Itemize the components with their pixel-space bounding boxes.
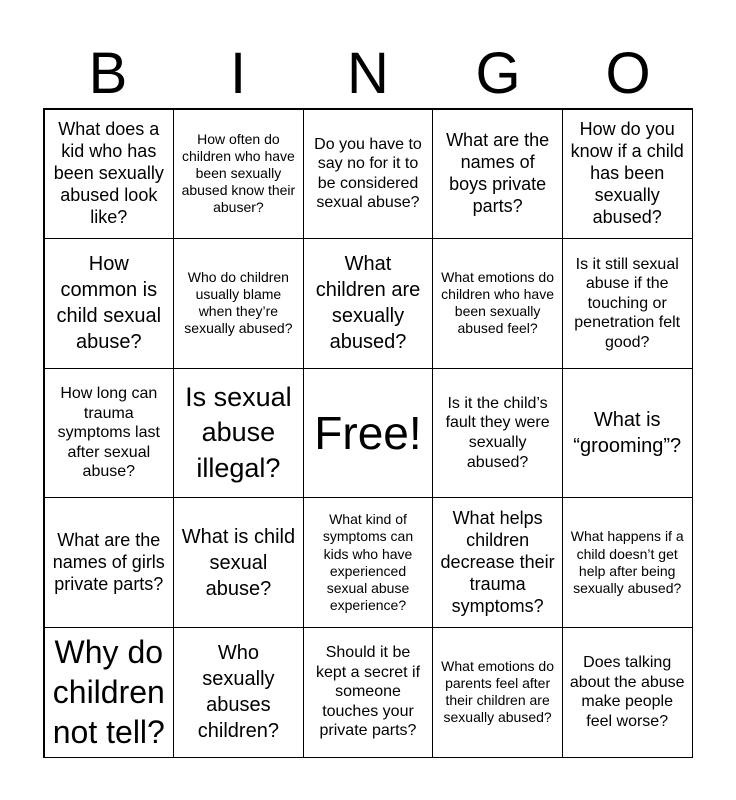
bingo-cell[interactable]: Who sexually abuses children? [173, 627, 304, 758]
header-letter-o: O [605, 41, 651, 106]
bingo-cell[interactable]: Should it be kept a secret if someone touches your private parts? [303, 627, 434, 758]
bingo-cell[interactable]: What are the names of girls private parts? [44, 497, 175, 628]
bingo-cell[interactable]: Does talking about the abuse make people feel worse? [562, 627, 693, 758]
bingo-cell[interactable]: What children are sexually abused? [303, 238, 434, 369]
header-letter-b: B [88, 41, 128, 106]
bingo-cell[interactable]: How common is child sexual abuse? [44, 238, 175, 369]
bingo-cell[interactable]: What kind of symptoms can kids who have experienced sexual abuse experience? [303, 497, 434, 628]
bingo-cell[interactable]: What helps children decrease their trauma symptoms? [432, 497, 563, 628]
bingo-cell[interactable]: What is child sexual abuse? [173, 497, 304, 628]
bingo-header [43, 40, 693, 108]
header-letter-n: N [347, 41, 389, 106]
bingo-cell[interactable]: What are the names of boys private parts? [432, 109, 563, 240]
bingo-cell[interactable]: What happens if a child doesn’t get help after being sexually abused? [562, 497, 693, 628]
bingo-cell[interactable]: How do you know if a child has been sexually abused? [562, 109, 693, 240]
bingo-cell[interactable]: Why do children not tell? [44, 627, 175, 758]
bingo-cell[interactable]: What emotions do parents feel after their children are sexually abused? [432, 627, 563, 758]
header-letter-i: I [229, 41, 247, 106]
bingo-cell[interactable]: Is it still sexual abuse if the touching or penetration felt good? [562, 238, 693, 369]
bingo-cell[interactable]: What emotions do children who have been sexually abused feel? [432, 238, 563, 369]
free-space[interactable]: Free! [303, 368, 434, 499]
bingo-cell[interactable]: Who do children usually blame when they’re sexually abused? [173, 238, 304, 369]
bingo-cell[interactable]: What is “grooming”? [562, 368, 693, 499]
header-letter-g: G [475, 41, 521, 106]
bingo-cell[interactable]: Is it the child’s fault they were sexually abused? [432, 368, 563, 499]
bingo-board [43, 108, 693, 758]
bingo-cell[interactable]: What does a kid who has been sexually abused look like? [44, 109, 175, 240]
bingo-cell[interactable]: Do you have to say no for it to be considered sexual abuse? [303, 109, 434, 240]
bingo-cell[interactable]: Is sexual abuse illegal? [173, 368, 304, 499]
bingo-cell[interactable]: How often do children who have been sexually abused know their abuser? [173, 109, 304, 240]
bingo-cell[interactable]: How long can trauma symptoms last after sexual abuse? [44, 368, 175, 499]
